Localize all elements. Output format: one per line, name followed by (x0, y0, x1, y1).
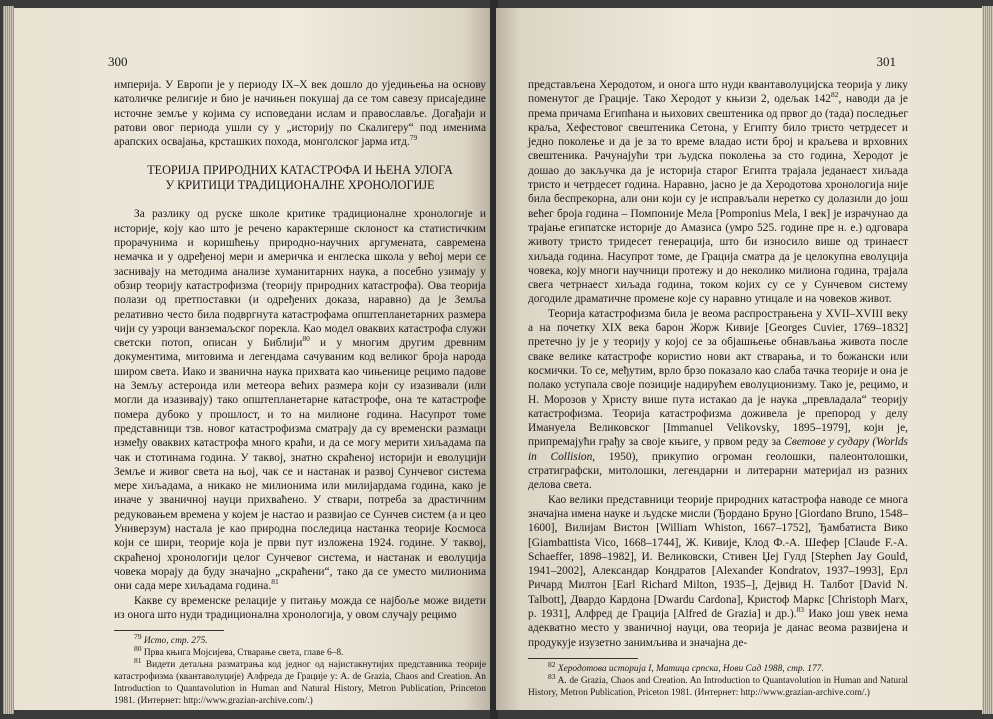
body-paragraph: представљена Херодотом, и онога што нуди квантаволуцијска теорија у лику поменутог де Грације. Тако Херодот у књизи 2, одељак $142^{82}$, наводи да је према причама Египћана и њихових свештеника од првог до (тада) последњег краља, Хефестовог свештеника Сетона, у Египту било тристо четрдесет и једно поколење и да је за то време владао исти број и краљева и врховних свештеника. Рачунајући три људска поколења за сто година, Херодот је дошао до закључка да је историја старог Египта трајала једанаест хиљада тристо и четрдесет година. Наравно, јасно је да Херодотова хронологија није била беспрекорна, али они који су је исправљали неретко су долазили до још већег броја година – Помпоније Мела [Pomponius Mela, I век] је израчунао да трајање египатске историје до Амазиса (умро 525. године пре н. е.) одговара животу тристо тридесет генерација, што би износило више од тринаест хиљада година. Насупрот томе, де Грација сматра да је целокупна еволуција човека, коју многи научници протежу и до неколико милиона година, трајала свега четрнаест хиљада година, током којих су се у Сунчевом систему догодиле драматичне промене које су наравно утицале и на човеков живот. (528, 79, 908, 306)
footnote: $^{81}$ Видети детаљна разматрања код једног од најистакнутијих представника теорије катастрофизма (квантаволуције) Алфреда де Грације у: A. de Grazia, Chaos and Creation. An Introduction to Quantavolution in Human and Natural History, Metron Publication, Princeton 1981. (Интернет: http://www.grazian-archive.com/.) (114, 655, 486, 707)
body-paragraph: Какве су временске релације у питању можда се најбоље може видети из онога што нуди традиционална хронологија, у овом случају рецимо (114, 594, 486, 621)
right-page-body (528, 78, 908, 699)
right-page-edges (982, 6, 993, 714)
footnote-ref: 82 (831, 90, 839, 100)
footnote: $^{80}$ Прва књига Мојсијева, Стварање света, главе 6–8. (134, 643, 344, 659)
intro-paragraph: империја. У Европи је у периоду IX–X век дошло до уједињења на основу католичке религије и био је начињен покушај да се том савезу присаједине источне земље у којима су исповедани ислам и православље. Догађаји и ратови овог периода ушли су у „историју по Скалигеру“ под именима арапских освајања, крсташких похода, монголског јарма итд.$^{79}$ (114, 79, 486, 149)
left-page-edges (3, 6, 14, 714)
body-paragraph: Теорија катастрофизма била је веома распрострањена у XVII–XVIII веку а на почетку XIX века барон Жорж Кивије [Georges Cuvier, 1769–1832] претечно ју је у теорију у којој се за објашњење обнављања живота после сваке велике катастрофе користио нови акт стварања, и то божански или космички. То се, међутим, врло брзо показало као слаба тачка теорије и она је полако уступала своје позиције надирућем еволуционизму. Тако је, рецимо, и Н. Морозов у Христу више пута истакао да је наука „превладала“ теорију катастрофизма. Теорија катастрофизма доживела је препород у делу Имануела Великовског [Immanuel Velikovsky, 1895–1979], који је, припремајући грађу за своје књиге, у првом реду за Светове у судару (Worlds in Collision, 1950), прикупио огроман геолошки, палеонтолошки, стратиграфски, митолошки, легендарни и литерарни материјал из разних делова света. (528, 307, 908, 492)
footnote-divider (528, 658, 638, 659)
footnote-ref: 81 (271, 577, 279, 587)
footnote: $^{83}$ A. de Grazia, Chaos and Creation. An Introduction to Quantavolution in Human and Natural History, Metron Publication, Priceton 1981. (Интернет: http://www.grazian-archive.com/.) (528, 671, 908, 698)
footnote: $^{82}$ Херодотова историја I, Матица српска, Нови Сад 1988, стр. 177. (548, 659, 824, 674)
right-page (496, 8, 982, 710)
body-paragraph: За разлику од руске школе критике традиционалне хронологије и историје, коју као што је речено карактерише склоност ка статистичким прорачунима и коришћењу природно-научних аргумената, савремена немачка и у одређеној мери и америчка и енглеска школа у већој мери се заснивају на методима анализе хуманитарних наука, а посебно узимају у обзир теорију катастрофизма (теорију природних катастрофа). Ова теорија полази од претпоставки (и одређених доказа, наравно) да је Земља релативно често била подвргнута катастрофама општепланетарних размера чији су узроци ванземаљског порекла. Као модел оваквих катастрофа служи светски потоп, описан у Библији$^{80}$ и у многим другим древним документима, митовима и легендама сачуваним код великог броја народа широм света. Иако и званична наука прихвата као чињенице рецимо падове на Земљу астероида или метеора већих размера који су изазивали (или могли да изазивају) тако општепланетарне катастрофе, она те катастрофе помера дубоко у прошлост, и то на милионе година. Насупрот томе представници тзв. новог катастрофизма сматрају да су временски размаци између оваквих катастрофа много краћи, и да се могу мерити хиљадама па чак и стотинама година. У таквој, знатно скраћеној историји и еволуцији Земље и живог света на њој, чак се и настанак и развој Сунчевог система мере хиљадама, а никако не милионима или милијардама година, како је иначе у званичној науци прихваћено. У ствари, потреба за драстичним редуковањем времена у којем је настао и развијао се Сунчев систем (а и цео Универзум) настала је као природна последица настанка теорије Космоса који се шири, теорије која је први пут изложена 1924. године. У таквој, скраћеној хронологији целог Сунчевог система, и настанак и еволуција човека морају да буду значајно „скраћени“, тако да се уместо милионима они сада мере хиљадама година.$^{81}$ (114, 208, 486, 593)
page-number: 300 (108, 54, 128, 69)
footnote-ref: 80 (302, 334, 310, 344)
left-page-body (114, 78, 486, 707)
section-heading: ТЕОРИЈА ПРИРОДНИХ КАТАСТРОФА И ЊЕНА УЛОГА У КРИТИЦИ ТРАДИЦИОНАЛНЕ ХРОНОЛОГИЈЕ (147, 163, 453, 193)
page-number: 301 (876, 54, 896, 69)
footnote-ref: 83 (796, 605, 804, 615)
body-paragraph: Као велики представници теорије природних катастрофа наводе се многа значајна имена науке и људске мисли (Ђордано Бруно [Giordano Bruno, 1548–1600], Вилијам Вистон [William Whiston, 1667–1752], Ђамбатиста Вико [Giambattista Vico, 1668–1744], Ж. Кивије, Клод Ф.-А. Шефер [Claude F.-A. Schaeffer, 1898–1982], И. Великовски, Стивен Џеј Гулд [Stephen Jay Gould, 1941–2002], Александар Кондратов [Alexander Kondratov, 1937–1993], Ерл Ричард Милтон [Earl Richard Milton, 1935–], Дејвид Н. Талбот [David N. Talbott], Двардо Кардона [Dwardu Cardona], Кристоф Маркс [Christoph Marx, p. 1931], Алфред де Грација [Alfred de Grazia] и др.).$^{83}$ Иако још увек нема адекватно место у званичној науци, ова теорија је данас веома развијена и продукује изузетно занимљива и значајна де- (528, 493, 908, 649)
left-page (14, 8, 492, 710)
footnote-divider (114, 630, 224, 631)
footnote: $^{79}$ Исто, стр. 275. (134, 631, 208, 647)
footnote-ref: 79 (409, 133, 418, 143)
